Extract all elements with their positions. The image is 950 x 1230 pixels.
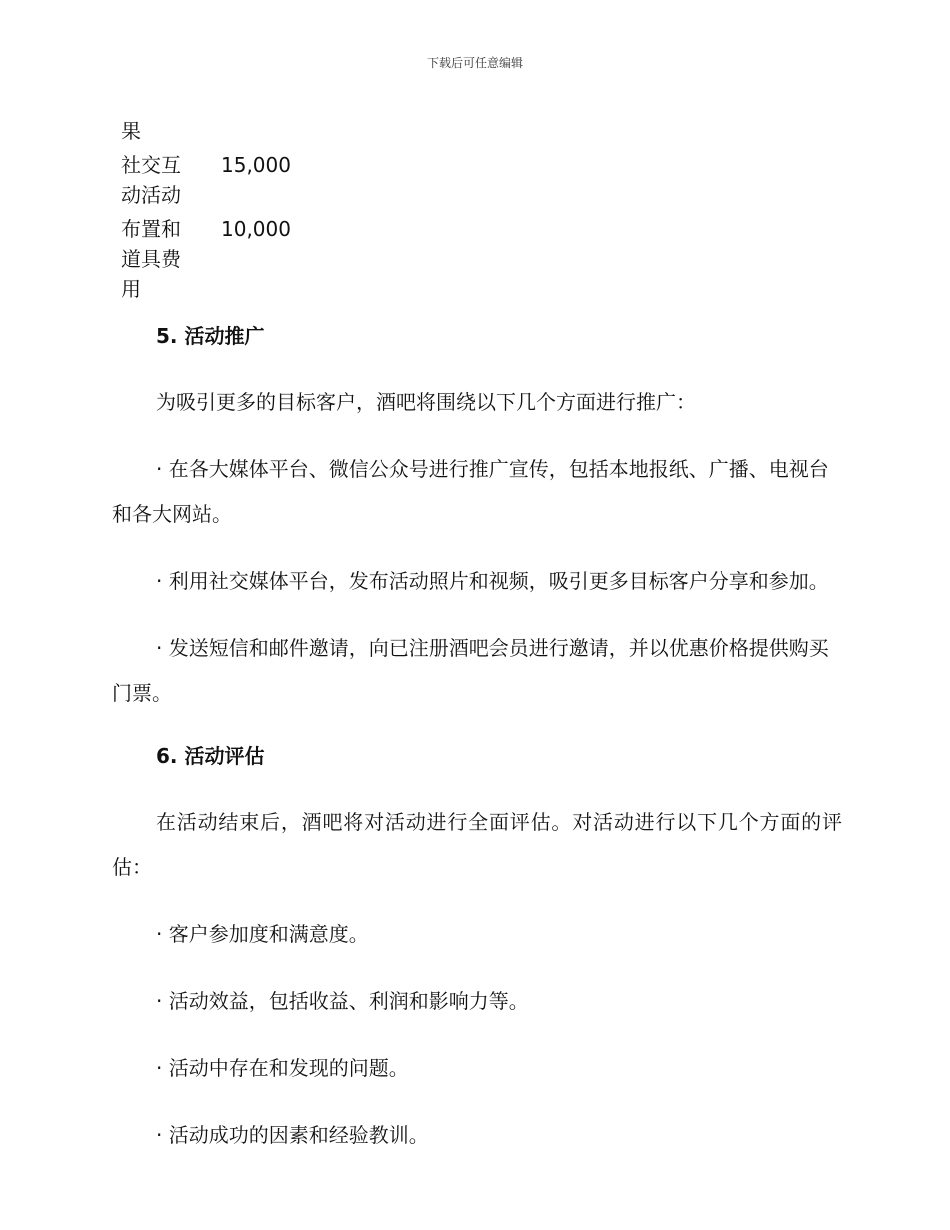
budget-amount: 10,000 (221, 217, 291, 241)
list-item: · 发送短信和邮件邀请，向已注册酒吧会员进行邀请，并以优惠价格提供购买门票。 (112, 636, 829, 705)
document-body (112, 318, 842, 1180)
evaluation-intro: 在活动结束后，酒吧将对活动进行全面评估。对活动进行以下几个方面的评估： (112, 810, 842, 879)
list-item: · 客户参加度和满意度。 (156, 922, 369, 946)
list-item: · 活动成功的因素和经验教训。 (156, 1123, 429, 1147)
table-row (121, 150, 291, 210)
budget-item-label: 布置和道具费用 (121, 217, 181, 301)
section-heading-promotion: 5. 活动推广 (156, 324, 265, 348)
budget-item-label: 果 (121, 119, 141, 143)
promotion-intro: 为吸引更多的目标客户，酒吧将围绕以下几个方面进行推广： (156, 390, 696, 414)
list-item: · 在各大媒体平台、微信公众号进行推广宣传，包括本地报纸、广播、电视台和各大网站。 (112, 457, 829, 526)
list-item: · 活动中存在和发现的问题。 (156, 1056, 409, 1080)
table-row (121, 214, 291, 304)
budget-amount: 15,000 (221, 153, 291, 177)
table-row (121, 116, 291, 146)
section-heading-evaluation: 6. 活动评估 (156, 744, 265, 768)
list-item: · 活动效益，包括收益、利润和影响力等。 (156, 989, 529, 1013)
budget-item-label: 社交互动活动 (121, 153, 181, 207)
page-header: 下载后可任意编辑 (426, 56, 523, 70)
budget-table (121, 116, 291, 308)
list-item: · 利用社交媒体平台，发布活动照片和视频，吸引更多目标客户分享和参加。 (156, 569, 829, 593)
